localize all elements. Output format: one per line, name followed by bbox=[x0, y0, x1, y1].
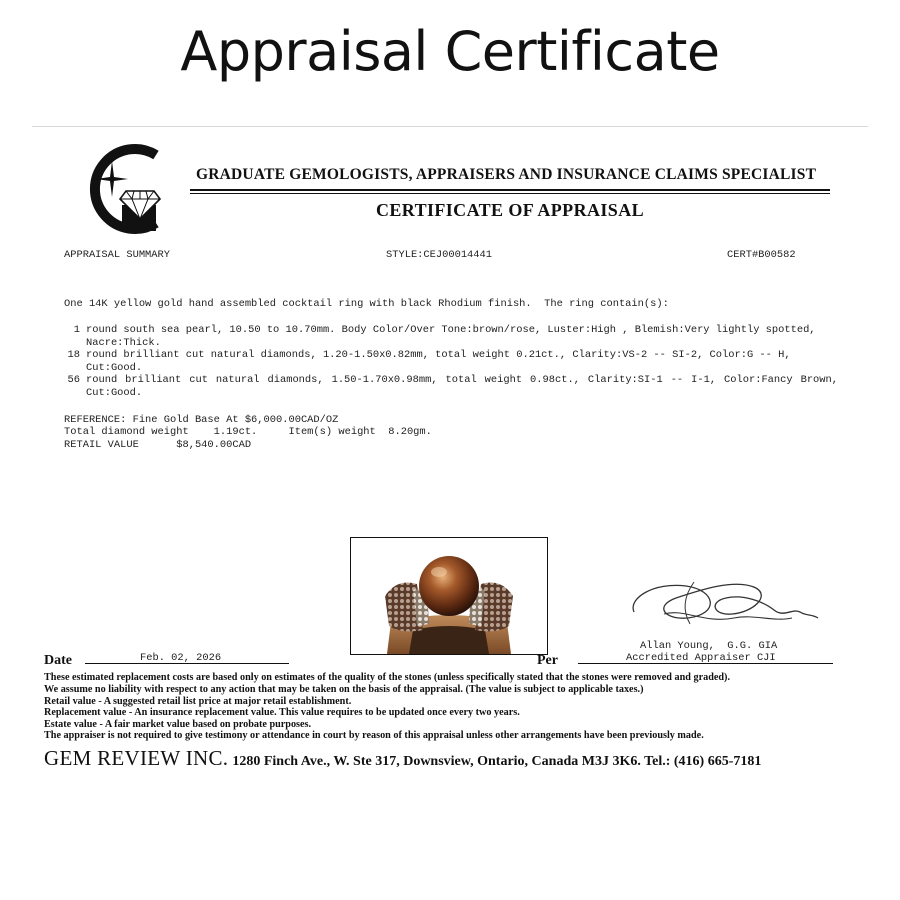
date-label: Date bbox=[44, 653, 72, 668]
certificate-title: CERTIFICATE OF APPRAISAL bbox=[376, 200, 644, 220]
ring-illustration bbox=[351, 538, 547, 654]
disclaimer-line: Retail value - A suggested retail list price at major retail establishment. bbox=[44, 696, 352, 707]
ring-photo bbox=[350, 537, 548, 655]
item-quantity: 1 bbox=[73, 324, 80, 336]
item-quantity: 56 bbox=[67, 374, 80, 386]
company-footer bbox=[44, 746, 761, 771]
appraiser-signature bbox=[624, 568, 824, 636]
disclaimer-line: These estimated replacement costs are based only on estimates of the quality of the stones (unless specifically stated that the stones were removed and graded). bbox=[44, 672, 730, 683]
header-rule-thin bbox=[190, 193, 830, 194]
gold-reference: REFERENCE: Fine Gold Base At $6,000.00CAD/OZ bbox=[64, 414, 339, 426]
disclaimer-line: We assume no liability with respect to any action that may be taken on the basis of the appraisal. (The value is subject to applicable taxes.) bbox=[44, 684, 644, 695]
certificate-number: CERT#B00582 bbox=[727, 249, 796, 261]
retail-value: RETAIL VALUE $8,540.00CAD bbox=[64, 439, 252, 451]
appraiser-credential: Accredited Appraiser CJI bbox=[626, 652, 776, 664]
appraiser-name: Allan Young, G.G. GIA bbox=[640, 640, 778, 652]
per-label: Per bbox=[537, 653, 558, 668]
top-divider bbox=[32, 126, 868, 127]
company-address: 1280 Finch Ave., W. Ste 317, Downsview, Ontario, Canada M3J 3K6. Tel.: (416) 665-7181 bbox=[232, 754, 762, 769]
summary-label: APPRAISAL SUMMARY bbox=[64, 249, 171, 261]
diamond-logo-icon bbox=[72, 143, 164, 235]
date-value: Feb. 02, 2026 bbox=[140, 652, 222, 664]
header-rule bbox=[190, 189, 830, 191]
company-name: GEM REVIEW INC. bbox=[44, 746, 229, 770]
item-quantity: 18 bbox=[67, 349, 80, 361]
disclaimer-line: Replacement value - An insurance replacement value. This value requires to be updated once every two years. bbox=[44, 707, 520, 718]
item-description: round south sea pearl, 10.50 to 10.70mm. Body Color/Over Tone:brown/rose, Luster:High , Blemish:Very lightly spotted, Nacre:Thick. bbox=[86, 324, 816, 349]
page-title: Appraisal Certificate bbox=[180, 20, 720, 83]
disclaimer-line: The appraiser is not required to give testimony or attendance in court by reason of this appraisal unless other arrangements have been previously made. bbox=[44, 730, 704, 741]
signature-line bbox=[578, 663, 833, 664]
item-description: round brilliant cut natural diamonds, 1.20-1.50x0.82mm, total weight 0.21ct., Clarity:VS-2 -- SI-2, Color:G -- H, Cut:Good. bbox=[86, 349, 791, 374]
disclaimer-line: Estate value - A fair market value based on probate purposes. bbox=[44, 719, 312, 730]
weight-totals: Total diamond weight 1.19ct. Item(s) weight 8.20gm. bbox=[64, 426, 432, 438]
style-code: STYLE:CEJ00014441 bbox=[386, 249, 493, 261]
organization-name: GRADUATE GEMOLOGISTS, APPRAISERS AND INSURANCE CLAIMS SPECIALIST bbox=[196, 166, 817, 183]
description-intro: One 14K yellow gold hand assembled cocktail ring with black Rhodium finish. The ring contain(s): bbox=[64, 298, 669, 310]
item-description: round brilliant cut natural diamonds, 1.50-1.70x0.98mm, total weight 0.98ct., Clarity:SI-1 -- I-1, Color:Fancy Brown, Cut:Good. bbox=[86, 374, 838, 399]
